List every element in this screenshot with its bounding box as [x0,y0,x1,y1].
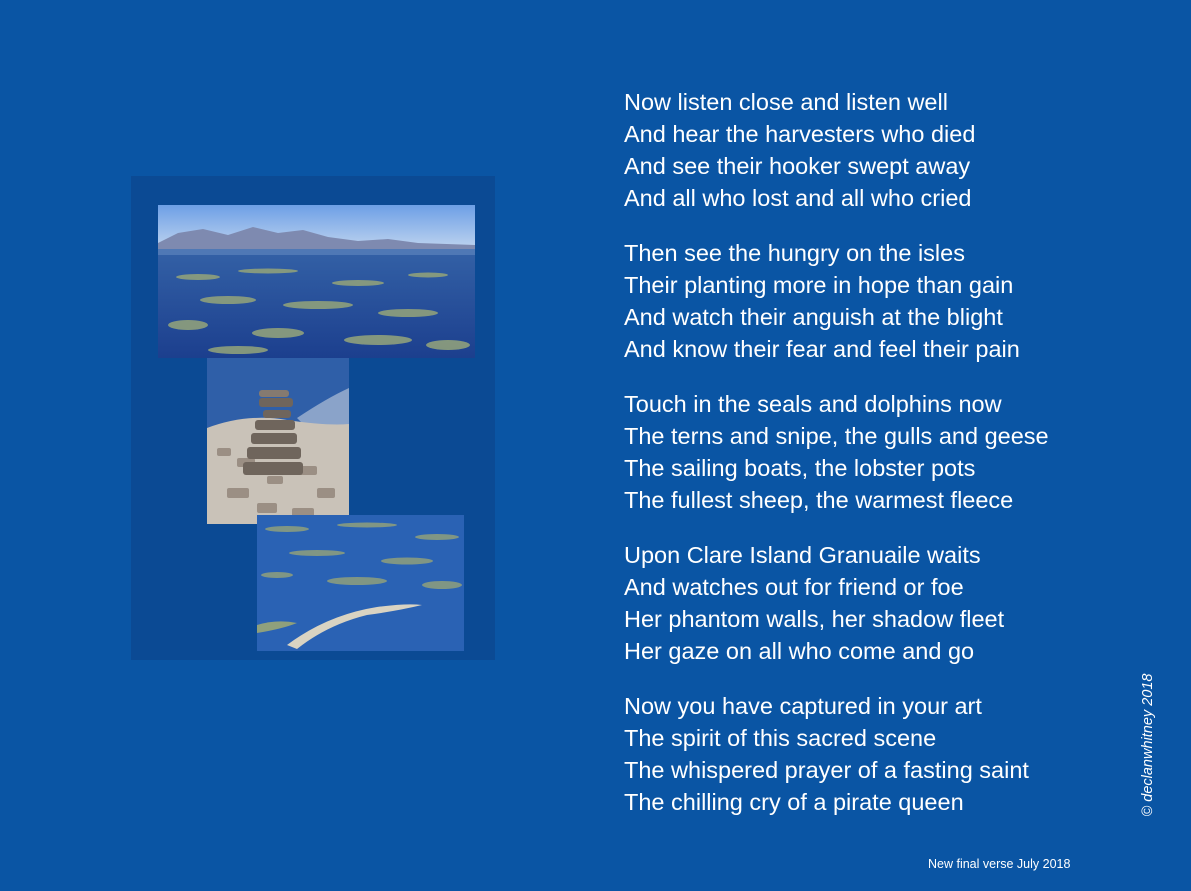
stanza [624,690,1144,818]
poem-line: Her phantom walls, her shadow fleet [624,606,1005,632]
poem-line: The fullest sheep, the warmest fleece [624,487,1014,513]
poem-line: The terns and snipe, the gulls and geese [624,423,1049,449]
poem-line: Her gaze on all who come and go [624,638,975,664]
poem-line: The spirit of this sacred scene [624,725,937,751]
islands-aerial-photo [257,515,464,651]
poem-line: The chilling cry of a pirate queen [624,789,964,815]
poem-line: The sailing boats, the lobster pots [624,455,976,481]
poem [624,86,1144,841]
poem-line: Then see the hungry on the isles [624,240,965,266]
stanza [624,388,1144,516]
poem-line: And see their hooker swept away [624,153,971,179]
poem-line: The whispered prayer of a fasting saint [624,757,1029,783]
footnote: New final verse July 2018 [928,857,1071,871]
poem-line: And all who lost and all who cried [624,185,972,211]
poem-line: Now you have captured in your art [624,693,982,719]
poem-line: Now listen close and listen well [624,89,948,115]
stanza [624,237,1144,365]
poem-line: And watch their anguish at the blight [624,304,1003,330]
poem-line: And hear the harvesters who died [624,121,976,147]
copyright-notice: © declanwhitney 2018 [1140,673,1156,817]
stanza [624,539,1144,667]
poem-line: Upon Clare Island Granuaile waits [624,542,981,568]
stone-cairn-photo [207,358,349,524]
poem-line: Touch in the seals and dolphins now [624,391,1002,417]
poem-line: Their planting more in hope than gain [624,272,1014,298]
islands-mountains-photo [158,205,475,358]
poem-line: And watches out for friend or foe [624,574,964,600]
poem-line: And know their fear and feel their pain [624,336,1020,362]
stanza [624,86,1144,214]
